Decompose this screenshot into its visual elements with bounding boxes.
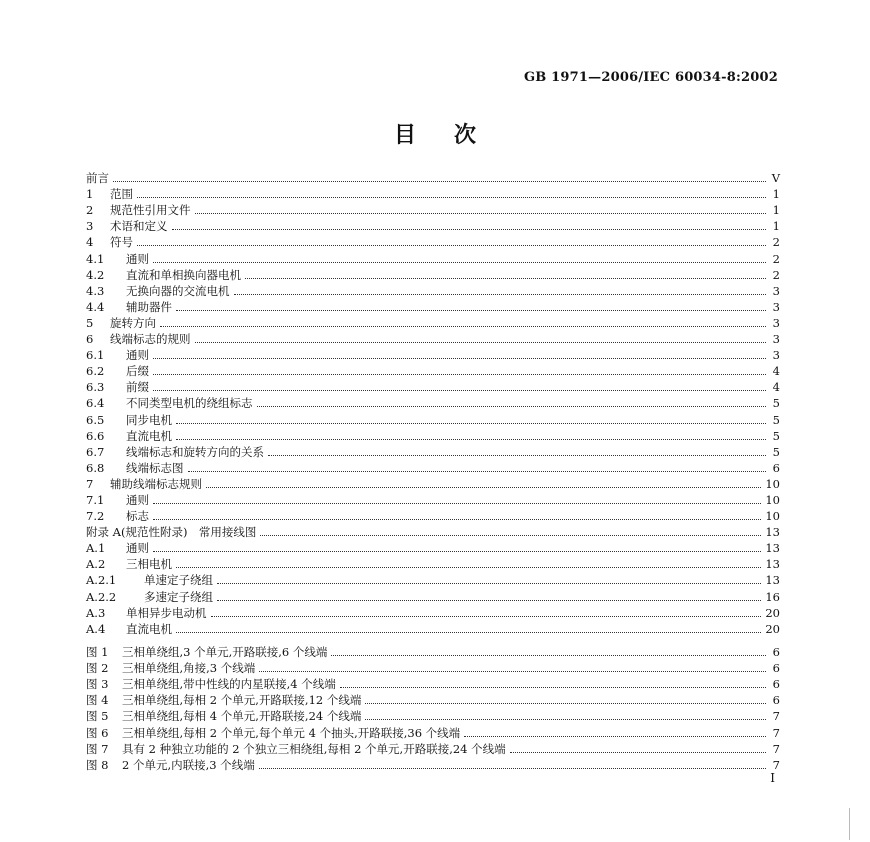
dot-leader (217, 582, 761, 584)
figure-page-number: 7 (772, 725, 780, 740)
dot-leader (234, 293, 767, 295)
toc-entry-number: 4.2 (86, 267, 105, 282)
toc-entry-number: 2 (86, 203, 94, 218)
toc-entry-title: 范围 (110, 187, 133, 202)
figure-number: 图 7 (86, 741, 109, 756)
toc-entry-number: 6.6 (86, 428, 105, 443)
dot-leader (259, 670, 766, 672)
dot-leader (206, 486, 761, 488)
toc-entry-title: 通则 (126, 541, 149, 556)
dot-leader (257, 405, 767, 407)
dot-leader (464, 735, 766, 737)
toc-entry-number: A.3 (86, 605, 106, 620)
toc-entry (86, 347, 780, 363)
figure-number: 图 4 (86, 693, 109, 708)
toc-entry-number: 7 (86, 476, 94, 491)
toc-entry-title: 符号 (110, 235, 133, 250)
toc-entry (86, 492, 780, 508)
figure-entry (86, 757, 780, 773)
figure-page-number: 6 (772, 645, 780, 660)
toc-entry-page: 4 (772, 364, 780, 379)
toc-entry-page: V (771, 171, 780, 186)
dot-leader (268, 454, 766, 456)
toc-entry-page: 10 (765, 476, 780, 491)
toc-entry (86, 508, 780, 524)
toc-entry-title: 术语和定义 (110, 219, 168, 234)
toc-entry-title: 辅助器件 (126, 299, 172, 314)
dot-leader (172, 228, 767, 230)
dot-leader (160, 325, 766, 327)
toc-entry-title: 无换向器的交流电机 (126, 283, 230, 298)
toc-entry-title: 前言 (86, 171, 109, 186)
toc-entry-title: 单相异步电动机 (126, 605, 207, 620)
toc-entry-title: 线端标志和旋转方向的关系 (126, 444, 264, 459)
toc-entry-title: 通则 (126, 251, 149, 266)
toc-entry-number: 6.4 (86, 396, 105, 411)
dot-leader (195, 212, 767, 214)
dot-leader (153, 518, 761, 520)
toc-entry-number: 6.1 (86, 348, 105, 363)
toc-entry-number: 3 (86, 219, 94, 234)
dot-leader (176, 631, 761, 633)
figure-title: 三相单绕组,每相 2 个单元,开路联接,12 个线端 (122, 693, 362, 708)
figure-number: 图 5 (86, 709, 109, 724)
page-title (0, 118, 870, 149)
toc-entry-title: 辅助线端标志规则 (110, 476, 202, 491)
toc-entry-number: 6.2 (86, 364, 105, 379)
toc-entry (86, 444, 780, 460)
figure-number: 图 2 (86, 661, 109, 676)
figure-page-number: 7 (772, 741, 780, 756)
toc-entry (86, 315, 780, 331)
figure-title: 三相单绕组,带中性线的内星联接,4 个线端 (122, 677, 336, 692)
page-number: I (770, 771, 775, 785)
toc-entry (86, 572, 780, 588)
toc-entry (86, 234, 780, 250)
dot-leader (153, 502, 761, 504)
figure-title: 三相单绕组,角接,3 个线端 (122, 661, 256, 676)
dot-leader (365, 702, 766, 704)
dot-leader (137, 244, 766, 246)
toc-entry-page: 13 (765, 541, 780, 556)
figure-title: 三相单绕组,每相 2 个单元,每个单元 4 个抽头,开路联接,36 个线端 (122, 725, 461, 740)
toc-entry-number: 6.3 (86, 380, 105, 395)
dot-leader (217, 599, 761, 601)
toc-entry (86, 218, 780, 234)
dot-leader (153, 261, 766, 263)
toc-entry-page: 3 (772, 332, 780, 347)
toc-entry-title: 直流电机 (126, 428, 172, 443)
toc-entry-page: 3 (772, 299, 780, 314)
toc-entry-title: 旋转方向 (110, 315, 156, 330)
toc-entry-page: 20 (765, 621, 780, 636)
dot-leader (176, 566, 761, 568)
dot-leader (365, 718, 766, 720)
toc-entry-number: 6.5 (86, 412, 105, 427)
figure-title: 三相单绕组,每相 4 个单元,开路联接,24 个线端 (122, 709, 362, 724)
toc-entry-number: A.4 (86, 621, 106, 636)
toc-entry-number: 7.2 (86, 509, 105, 524)
toc-entry-page: 3 (772, 283, 780, 298)
figure-number: 图 1 (86, 645, 109, 660)
toc-entry-title: 线端标志的规则 (110, 332, 191, 347)
figure-list (86, 644, 780, 773)
figure-entry (86, 676, 780, 692)
dot-leader (259, 767, 766, 769)
toc-entry-page: 1 (772, 187, 780, 202)
dot-leader (340, 686, 766, 688)
figure-page-number: 6 (772, 677, 780, 692)
toc-entry-page: 3 (772, 315, 780, 330)
toc-entry-page: 20 (765, 605, 780, 620)
toc-entry-title: 通则 (126, 348, 149, 363)
toc-entry-page: 13 (765, 557, 780, 572)
figure-title: 2 个单元,内联接,3 个线端 (122, 757, 255, 772)
toc-entry-page: 4 (772, 380, 780, 395)
toc-entry-number: 4.4 (86, 299, 105, 314)
toc-entry (86, 621, 780, 637)
toc-entry-page: 1 (772, 219, 780, 234)
toc-entry-number: 7.1 (86, 492, 105, 507)
toc-entry-title: 附录 A(规范性附录) 常用接线图 (86, 525, 257, 540)
toc-entry (86, 428, 780, 444)
toc-entry-title: 前缀 (126, 380, 149, 395)
dot-leader (153, 357, 766, 359)
toc-entry (86, 202, 780, 218)
figure-entry (86, 660, 780, 676)
toc-entry-page: 10 (765, 492, 780, 507)
dot-leader (176, 422, 766, 424)
toc-entry (86, 250, 780, 266)
dot-leader (137, 196, 766, 198)
dot-leader (245, 277, 766, 279)
toc-entry-title: 规范性引用文件 (110, 203, 191, 218)
toc-entry (86, 460, 780, 476)
toc-entry (86, 283, 780, 299)
toc-entry (86, 556, 780, 572)
toc-entry-title: 多速定子绕组 (144, 589, 213, 604)
dot-leader (176, 309, 766, 311)
toc-entry-page: 13 (765, 525, 780, 540)
toc-entry (86, 186, 780, 202)
dot-leader (153, 389, 766, 391)
figure-entry (86, 741, 780, 757)
toc-entry-title: 直流电机 (126, 621, 172, 636)
dot-leader (113, 180, 766, 182)
toc-entry-page: 2 (772, 267, 780, 282)
figure-number: 图 8 (86, 757, 109, 772)
toc-entry-number: 6.7 (86, 444, 105, 459)
figure-title: 具有 2 种独立功能的 2 个独立三相绕组,每相 2 个单元,开路联接,24 个线端 (122, 741, 506, 756)
dot-leader (153, 550, 761, 552)
toc-entry-number: 6 (86, 332, 94, 347)
toc-entry-title: 三相电机 (126, 557, 172, 572)
dot-leader (211, 615, 762, 617)
toc-entry-title: 标志 (126, 509, 149, 524)
toc-entry (86, 524, 780, 540)
figure-page-number: 6 (772, 661, 780, 676)
figure-number: 图 3 (86, 677, 109, 692)
toc-entry (86, 267, 780, 283)
dot-leader (260, 534, 761, 536)
toc-entry-title: 同步电机 (126, 412, 172, 427)
toc-entry-page: 5 (772, 428, 780, 443)
toc-entry-page: 16 (765, 589, 780, 604)
toc-entry-page: 1 (772, 203, 780, 218)
toc-entry-page: 6 (772, 460, 780, 475)
toc-entry (86, 395, 780, 411)
toc-entry-title: 线端标志图 (126, 460, 184, 475)
table-of-contents (86, 170, 780, 637)
toc-entry-number: A.1 (86, 541, 106, 556)
scan-edge-mark (849, 808, 850, 840)
toc-entry-number: A.2 (86, 557, 106, 572)
toc-entry-page: 2 (772, 251, 780, 266)
figure-entry (86, 708, 780, 724)
toc-entry-title: 通则 (126, 492, 149, 507)
toc-entry-number: 4 (86, 235, 94, 250)
toc-entry-number: 5 (86, 315, 94, 330)
toc-entry (86, 540, 780, 556)
toc-entry (86, 363, 780, 379)
toc-entry (86, 331, 780, 347)
toc-entry (86, 605, 780, 621)
figure-page-number: 7 (772, 757, 780, 772)
toc-entry-page: 5 (772, 412, 780, 427)
figure-entry (86, 724, 780, 740)
toc-entry-page: 5 (772, 396, 780, 411)
figure-entry (86, 644, 780, 660)
dot-leader (176, 438, 766, 440)
toc-entry-title: 单速定子绕组 (144, 573, 213, 588)
toc-entry-number: 4.1 (86, 251, 105, 266)
toc-entry (86, 411, 780, 427)
figure-page-number: 7 (772, 709, 780, 724)
toc-entry-page: 10 (765, 509, 780, 524)
toc-entry-title: 不同类型电机的绕组标志 (126, 396, 253, 411)
figure-number: 图 6 (86, 725, 109, 740)
toc-entry-number: A.2.2 (86, 589, 117, 604)
figure-entry (86, 692, 780, 708)
toc-entry-page: 13 (765, 573, 780, 588)
toc-entry-page: 2 (772, 235, 780, 250)
dot-leader (153, 373, 766, 375)
toc-entry-number: A.2.1 (86, 573, 117, 588)
dot-leader (188, 470, 767, 472)
toc-entry-page: 5 (772, 444, 780, 459)
dot-leader (331, 654, 766, 656)
standard-code: GB 1971—2006/IEC 60034-8:2002 (523, 70, 778, 85)
toc-entry-title: 后缀 (126, 364, 149, 379)
toc-entry (86, 476, 780, 492)
toc-entry (86, 170, 780, 186)
toc-entry-page: 3 (772, 348, 780, 363)
figure-page-number: 6 (772, 693, 780, 708)
toc-entry (86, 588, 780, 604)
title-char-2: 次 (454, 122, 477, 148)
dot-leader (510, 751, 766, 753)
toc-entry-number: 6.8 (86, 460, 105, 475)
toc-entry (86, 379, 780, 395)
toc-entry-number: 4.3 (86, 283, 105, 298)
toc-entry (86, 299, 780, 315)
dot-leader (195, 341, 767, 343)
toc-entry-title: 直流和单相换向器电机 (126, 267, 241, 282)
title-char-1: 目 (393, 122, 416, 148)
figure-title: 三相单绕组,3 个单元,开路联接,6 个线端 (122, 645, 328, 660)
toc-entry-number: 1 (86, 187, 94, 202)
